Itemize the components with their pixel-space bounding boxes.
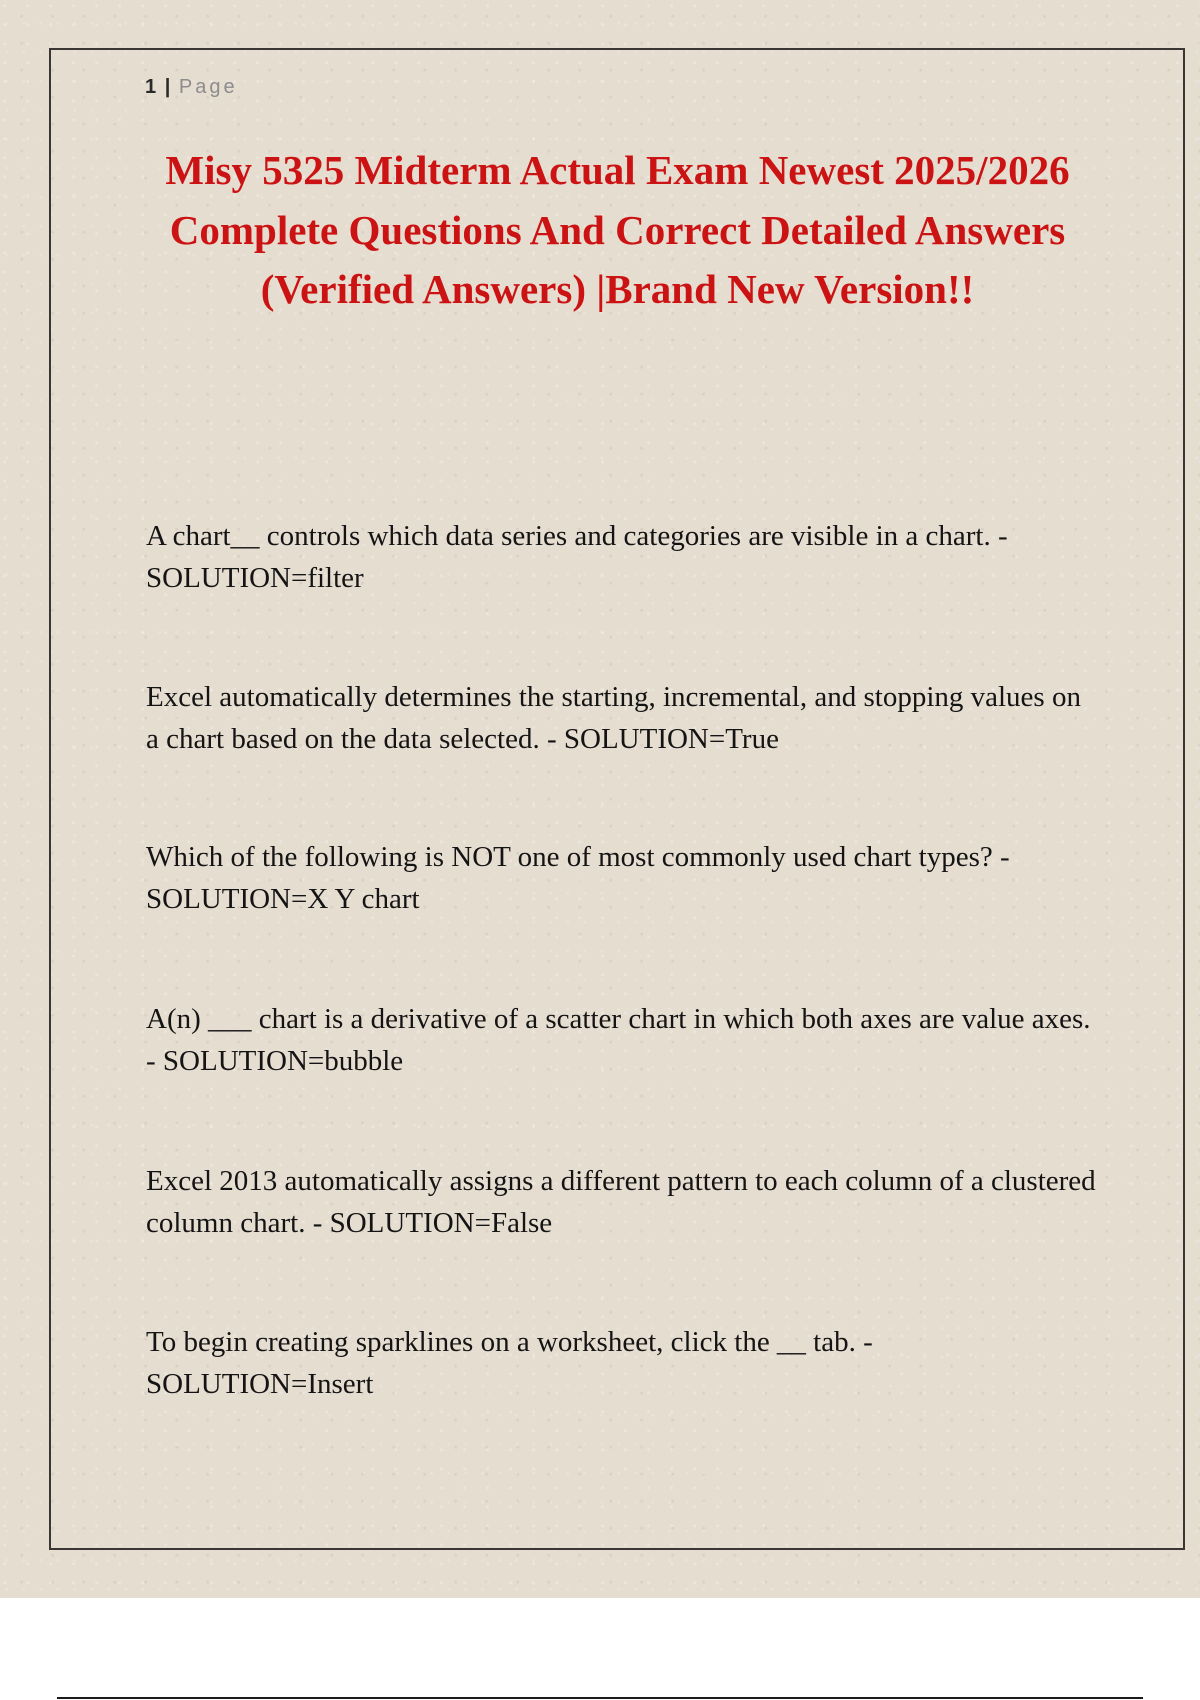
question-5: Excel 2013 automatically assigns a different pattern to each column of a clustered column chart. - SOLUTION=False bbox=[146, 1165, 1096, 1239]
document-title: Misy 5325 Midterm Actual Exam Newest 2025/2026 Complete Questions And Correct Detailed Answers (Verified Answers) |Brand New Version!! bbox=[165, 147, 1070, 312]
question-6: To begin creating sparklines on a worksheet, click the __ tab. - SOLUTION=Insert bbox=[146, 1326, 873, 1400]
question-1: A chart__ controls which data series and categories are visible in a chart. - SOLUTION=filter bbox=[146, 520, 1008, 594]
next-page-edge-rule bbox=[57, 1697, 1143, 1699]
page-number-separator: | bbox=[164, 76, 171, 98]
question-3: Which of the following is NOT one of most commonly used chart types? - SOLUTION=X Y chart bbox=[146, 841, 1010, 915]
page-number: 1 bbox=[145, 76, 157, 98]
question-4: A(n) ___ chart is a derivative of a scatter chart in which both axes are value axes. - SOLUTION=bubble bbox=[146, 1003, 1091, 1077]
page-number-header bbox=[145, 76, 238, 99]
page-label: Page bbox=[178, 76, 238, 98]
question-2: Excel automatically determines the starting, incremental, and stopping values on a chart based on the data selected. - SOLUTION=True bbox=[146, 681, 1081, 755]
